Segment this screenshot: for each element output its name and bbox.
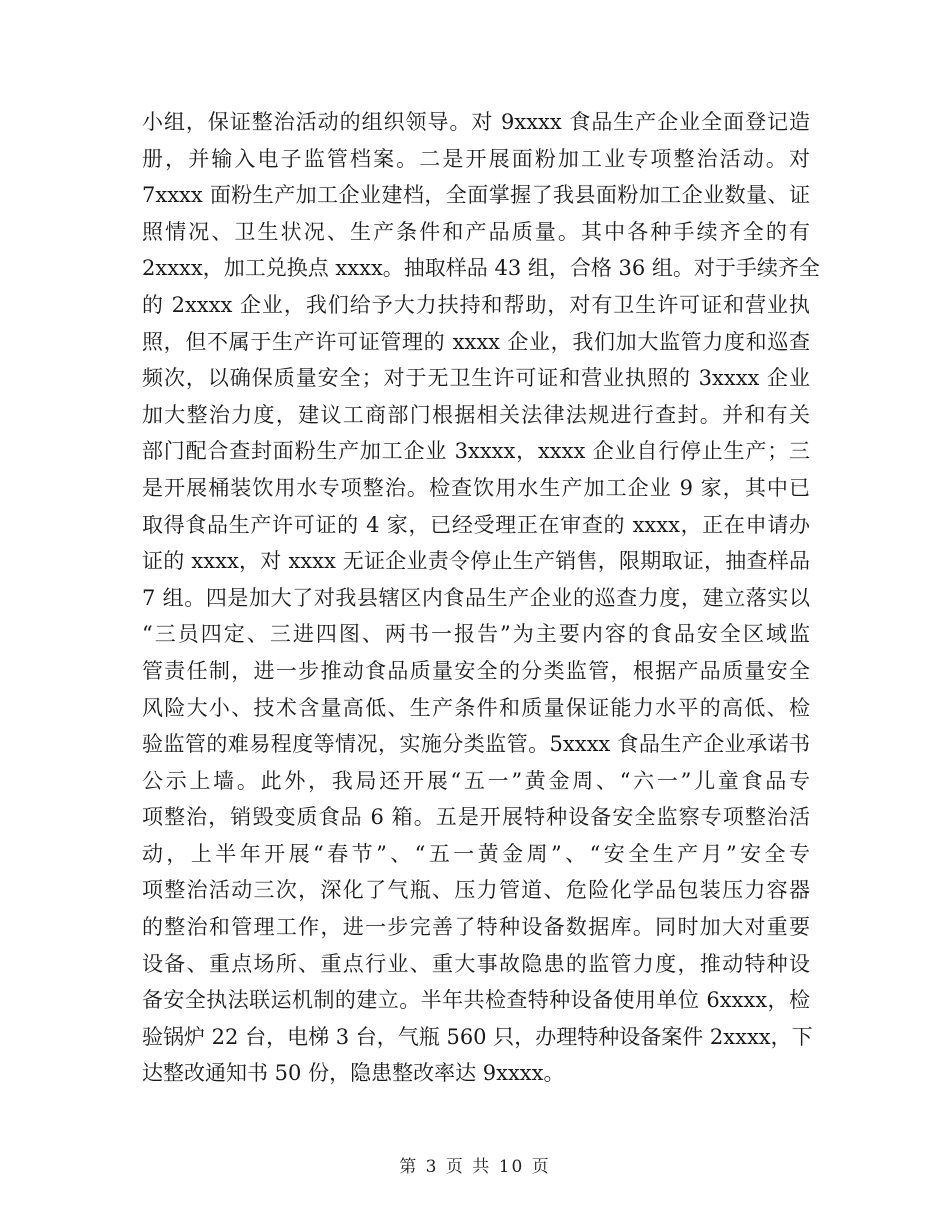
text-line: 验锅炉 22 台，电梯 3 台，气瓶 560 只，办理特种设备案件 2xxxx，下 — [142, 1024, 813, 1049]
text-line: 项整治活动三次，深化了气瓶、压力管道、危险化学品包装压力容器 — [142, 878, 810, 903]
text-line: 是开展桶装饮用水专项整治。检查饮用水生产加工企业 9 家，其中已 — [142, 475, 810, 500]
text-line: 风险大小、技术含量高低、生产条件和质量保证能力水平的高低、检 — [142, 695, 810, 720]
text-line: 动，上半年开展“春节”、“五一黄金周”、“安全生产月”安全专 — [142, 841, 810, 866]
text-line: 项整治，销毁变质食品 6 箱。五是开展特种设备安全监察专项整治活 — [142, 805, 810, 830]
text-line: 2xxxx，加工兑换点 xxxx。抽取样品 43 组，合格 36 组。对于手续齐全 — [142, 256, 820, 281]
text-line: 证的 xxxx，对 xxxx 无证企业责令停止生产销售，限期取证，抽查样品 — [142, 549, 810, 574]
text-line: 达整改通知书 50 份，隐患整改率达 9xxxx。 — [142, 1061, 565, 1086]
text-line: 7xxxx 面粉生产加工企业建档，全面掌握了我县面粉加工企业数量、证 — [142, 183, 810, 208]
page-number-footer: 第 3 页 共 10 页 — [399, 1157, 551, 1177]
text-line: 验监管的难易程度等情况，实施分类监管。5xxxx 食品生产企业承诺书 — [142, 732, 810, 757]
text-line: 公示上墙。此外，我局还开展“五一”黄金周、“六一”儿童食品专 — [142, 768, 810, 793]
text-line: 设备、重点场所、重点行业、重大事故隐患的监管力度，推动特种设 — [142, 951, 810, 976]
text-line: 部门配合查封面粉生产加工企业 3xxxx，xxxx 企业自行停止生产；三 — [142, 439, 810, 464]
text-line: 照，但不属于生产许可证管理的 xxxx 企业，我们加大监管力度和巡查 — [142, 329, 810, 354]
text-line: 的整治和管理工作，进一步完善了特种设备数据库。同时加大对重要 — [142, 915, 810, 940]
text-line: 小组，保证整治活动的组织领导。对 9xxxx 食品生产企业全面登记造 — [142, 110, 810, 134]
body-paragraph — [142, 104, 820, 1092]
text-line: 加大整治力度，建议工商部门根据相关法律法规进行查封。并和有关 — [142, 402, 810, 427]
text-line: “三员四定、三进四图、两书一报告”为主要内容的食品安全区域监 — [142, 622, 810, 647]
text-line: 7 组。四是加大了对我县辖区内食品生产企业的巡查力度，建立落实以 — [142, 585, 810, 610]
text-line: 照情况、卫生状况、生产条件和产品质量。其中各种手续齐全的有 — [142, 219, 810, 244]
text-line: 的 2xxxx 企业，我们给予大力扶持和帮助，对有卫生许可证和营业执 — [142, 292, 810, 317]
text-line: 管责任制，进一步推动食品质量安全的分类监管，根据产品质量安全 — [142, 658, 810, 683]
text-line: 备安全执法联运机制的建立。半年共检查特种设备使用单位 6xxxx，检 — [142, 988, 810, 1013]
text-line: 取得食品生产许可证的 4 家，已经受理正在审查的 xxxx，正在申请办 — [142, 512, 810, 537]
text-line: 册，并输入电子监管档案。二是开展面粉加工业专项整治活动。对 — [142, 146, 810, 171]
text-line: 频次，以确保质量安全；对于无卫生许可证和营业执照的 3xxxx 企业 — [142, 366, 810, 391]
